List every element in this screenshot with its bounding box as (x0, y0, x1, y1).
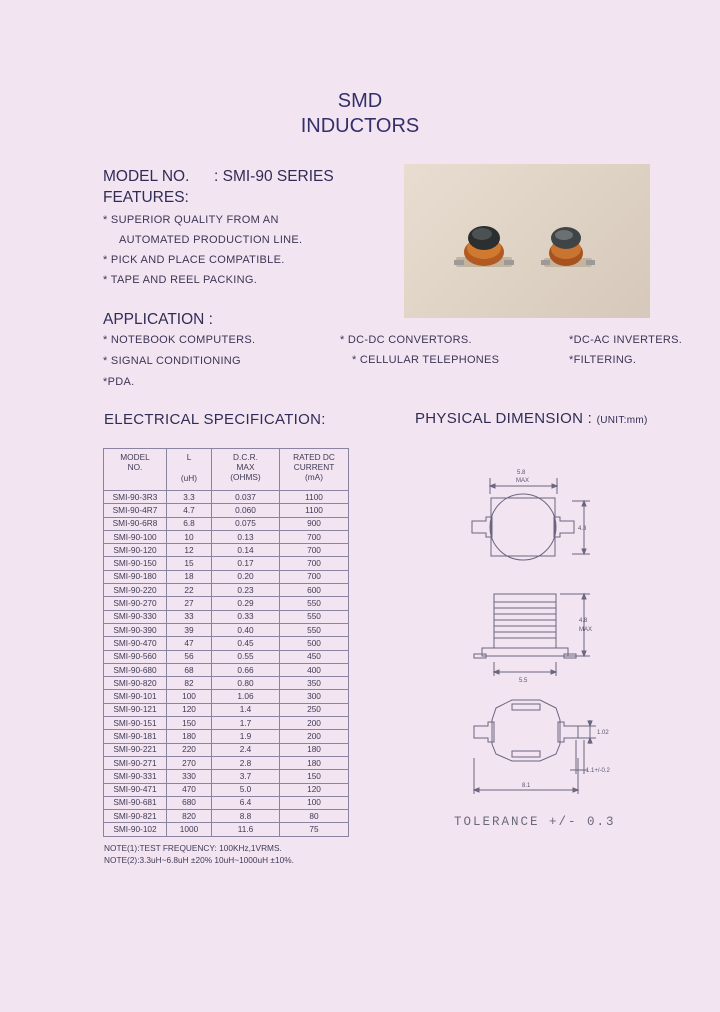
cell-dcr: 1.06 (212, 690, 280, 703)
feature-item: AUTOMATED PRODUCTION LINE. (119, 234, 303, 246)
cell-model: SMI-90-3R3 (104, 491, 167, 504)
table-row (104, 584, 349, 597)
cell-model: SMI-90-220 (104, 584, 167, 597)
table-row (104, 597, 349, 610)
table-row (104, 530, 349, 543)
cell-dcr: 11.6 (212, 823, 280, 836)
cell-dcr: 0.55 (212, 650, 280, 663)
cell-dcr: 1.7 (212, 717, 280, 730)
table-row (104, 730, 349, 743)
cell-model: SMI-90-680 (104, 663, 167, 676)
product-photo (404, 164, 650, 318)
cell-model: SMI-90-821 (104, 810, 167, 823)
cell-dcr: 0.17 (212, 557, 280, 570)
cell-dcr: 8.8 (212, 810, 280, 823)
physical-dimension-title (415, 410, 648, 427)
cell-model: SMI-90-100 (104, 530, 167, 543)
cell-model: SMI-90-4R7 (104, 504, 167, 517)
table-row (104, 690, 349, 703)
cell-dcr: 1.4 (212, 703, 280, 716)
cell-current: 500 (280, 637, 349, 650)
cell-model: SMI-90-560 (104, 650, 167, 663)
table-row (104, 756, 349, 769)
cell-inductance: 27 (167, 597, 212, 610)
cell-current: 700 (280, 530, 349, 543)
cell-inductance: 82 (167, 677, 212, 690)
cell-inductance: 39 (167, 623, 212, 636)
table-row (104, 796, 349, 809)
cell-current: 150 (280, 770, 349, 783)
cell-inductance: 22 (167, 584, 212, 597)
inductor-left (454, 226, 514, 267)
cell-model: SMI-90-331 (104, 770, 167, 783)
cell-current: 550 (280, 623, 349, 636)
cell-dcr: 0.075 (212, 517, 280, 530)
application-item: * SIGNAL CONDITIONING (103, 355, 241, 367)
table-row (104, 770, 349, 783)
features-title: FEATURES: (103, 189, 189, 206)
cell-dcr: 0.037 (212, 491, 280, 504)
header-dcr: D.C.R. MAX (OHMS) (212, 449, 280, 491)
table-row (104, 504, 349, 517)
cell-dcr: 6.4 (212, 796, 280, 809)
cell-inductance: 470 (167, 783, 212, 796)
cell-model: SMI-90-221 (104, 743, 167, 756)
cell-model: SMI-90-820 (104, 677, 167, 690)
dim-top-width: 5.8 (517, 470, 526, 476)
cell-dcr: 0.40 (212, 623, 280, 636)
spec-table-body (104, 491, 349, 837)
cell-model: SMI-90-390 (104, 623, 167, 636)
physical-dimension-label: PHYSICAL DIMENSION : (415, 410, 593, 427)
cell-inductance: 6.8 (167, 517, 212, 530)
cell-inductance: 330 (167, 770, 212, 783)
cell-current: 700 (280, 544, 349, 557)
cell-model: SMI-90-6R8 (104, 517, 167, 530)
bottom-view-drawing (474, 700, 596, 794)
cell-current: 180 (280, 756, 349, 769)
cell-inductance: 1000 (167, 823, 212, 836)
cell-dcr: 0.66 (212, 663, 280, 676)
application-item: * NOTEBOOK COMPUTERS. (103, 334, 256, 346)
cell-inductance: 820 (167, 810, 212, 823)
cell-model: SMI-90-470 (104, 637, 167, 650)
cell-inductance: 15 (167, 557, 212, 570)
note-2: NOTE(2):3.3uH~6.8uH ±20% 10uH~1000uH ±10%. (104, 855, 294, 865)
table-row (104, 677, 349, 690)
table-row (104, 663, 349, 676)
dim-pad-gap: 1.02 (597, 730, 609, 736)
doc-title-line1: SMD (337, 90, 383, 112)
cell-dcr: 2.4 (212, 743, 280, 756)
cell-dcr: 2.8 (212, 756, 280, 769)
cell-current: 350 (280, 677, 349, 690)
cell-dcr: 0.80 (212, 677, 280, 690)
cell-inductance: 150 (167, 717, 212, 730)
application-item: * CELLULAR TELEPHONES (352, 354, 500, 366)
inductor-right (541, 227, 595, 267)
cell-model: SMI-90-121 (104, 703, 167, 716)
cell-inductance: 33 (167, 610, 212, 623)
physical-dimension-unit: (UNIT:mm) (596, 415, 648, 426)
cell-model: SMI-90-681 (104, 796, 167, 809)
cell-inductance: 4.7 (167, 504, 212, 517)
dim-side-height-max: MAX (579, 627, 593, 633)
note-1: NOTE(1):TEST FREQUENCY: 100KHz,1VRMS. (104, 843, 282, 853)
cell-model: SMI-90-180 (104, 570, 167, 583)
tolerance-text: TOLERANCE +/- 0.3 (454, 815, 616, 829)
cell-inductance: 10 (167, 530, 212, 543)
cell-dcr: 0.45 (212, 637, 280, 650)
table-row (104, 557, 349, 570)
cell-model: SMI-90-270 (104, 597, 167, 610)
cell-current: 550 (280, 610, 349, 623)
table-row (104, 491, 349, 504)
model-label: MODEL NO. (103, 168, 190, 185)
application-title: APPLICATION : (103, 311, 213, 328)
cell-current: 100 (280, 796, 349, 809)
table-row (104, 610, 349, 623)
cell-current: 400 (280, 663, 349, 676)
cell-model: SMI-90-150 (104, 557, 167, 570)
cell-current: 250 (280, 703, 349, 716)
cell-dcr: 0.20 (212, 570, 280, 583)
cell-inductance: 56 (167, 650, 212, 663)
cell-inductance: 180 (167, 730, 212, 743)
dim-side-height: 4.8 (579, 618, 588, 624)
table-row (104, 783, 349, 796)
cell-dcr: 5.0 (212, 783, 280, 796)
cell-model: SMI-90-330 (104, 610, 167, 623)
table-row (104, 717, 349, 730)
electrical-spec-table (103, 448, 349, 837)
cell-model: SMI-90-151 (104, 717, 167, 730)
cell-current: 75 (280, 823, 349, 836)
cell-inductance: 47 (167, 637, 212, 650)
header-current: RATED DC CURRENT (mA) (280, 449, 349, 491)
cell-inductance: 680 (167, 796, 212, 809)
cell-inductance: 12 (167, 544, 212, 557)
cell-model: SMI-90-102 (104, 823, 167, 836)
cell-inductance: 18 (167, 570, 212, 583)
cell-dcr: 0.29 (212, 597, 280, 610)
table-row (104, 743, 349, 756)
cell-inductance: 270 (167, 756, 212, 769)
feature-item: * PICK AND PLACE COMPATIBLE. (103, 254, 285, 266)
doc-title-line2: INDUCTORS (300, 115, 420, 137)
cell-inductance: 3.3 (167, 491, 212, 504)
table-row (104, 517, 349, 530)
electrical-spec-title: ELECTRICAL SPECIFICATION: (104, 411, 326, 428)
cell-current: 120 (280, 783, 349, 796)
dim-pad-width: 1.1+/-0.2 (586, 768, 610, 774)
dim-top-height: 4.3 (578, 526, 587, 532)
cell-inductance: 220 (167, 743, 212, 756)
cell-current: 700 (280, 557, 349, 570)
cell-model: SMI-90-271 (104, 756, 167, 769)
cell-current: 180 (280, 743, 349, 756)
cell-dcr: 1.9 (212, 730, 280, 743)
cell-dcr: 0.060 (212, 504, 280, 517)
table-row (104, 623, 349, 636)
table-header-row (104, 449, 349, 491)
dimension-drawing (460, 458, 640, 808)
feature-item: * SUPERIOR QUALITY FROM AN (103, 214, 279, 226)
application-item: *DC-AC INVERTERS. (569, 334, 683, 346)
application-item: * DC-DC CONVERTORS. (340, 334, 472, 346)
application-item: *PDA. (103, 376, 135, 388)
cell-current: 200 (280, 717, 349, 730)
cell-dcr: 0.33 (212, 610, 280, 623)
application-item: *FILTERING. (569, 354, 637, 366)
cell-inductance: 68 (167, 663, 212, 676)
table-row (104, 544, 349, 557)
dim-bottom-width: 8.1 (522, 783, 531, 789)
cell-current: 80 (280, 810, 349, 823)
side-view-drawing (474, 594, 593, 676)
cell-inductance: 120 (167, 703, 212, 716)
cell-model: SMI-90-181 (104, 730, 167, 743)
feature-item: * TAPE AND REEL PACKING. (103, 274, 258, 286)
cell-dcr: 0.23 (212, 584, 280, 597)
cell-current: 700 (280, 570, 349, 583)
cell-inductance: 100 (167, 690, 212, 703)
top-view-drawing (472, 478, 590, 560)
table-row (104, 823, 349, 836)
inductor-photo-graphic (404, 164, 650, 318)
cell-current: 1100 (280, 504, 349, 517)
model-value: : SMI-90 SERIES (214, 168, 334, 185)
table-row (104, 703, 349, 716)
header-inductance: L (uH) (167, 449, 212, 491)
header-model: MODEL NO. (104, 449, 167, 491)
cell-current: 550 (280, 597, 349, 610)
cell-model: SMI-90-471 (104, 783, 167, 796)
cell-current: 450 (280, 650, 349, 663)
cell-current: 300 (280, 690, 349, 703)
cell-current: 200 (280, 730, 349, 743)
cell-dcr: 0.13 (212, 530, 280, 543)
table-row (104, 650, 349, 663)
cell-dcr: 0.14 (212, 544, 280, 557)
cell-current: 1100 (280, 491, 349, 504)
cell-model: SMI-90-101 (104, 690, 167, 703)
table-row (104, 570, 349, 583)
cell-current: 600 (280, 584, 349, 597)
table-row (104, 637, 349, 650)
dim-top-width-max: MAX (516, 478, 530, 484)
dim-side-width: 5.5 (519, 678, 528, 684)
cell-current: 900 (280, 517, 349, 530)
cell-model: SMI-90-120 (104, 544, 167, 557)
cell-dcr: 3.7 (212, 770, 280, 783)
table-row (104, 810, 349, 823)
